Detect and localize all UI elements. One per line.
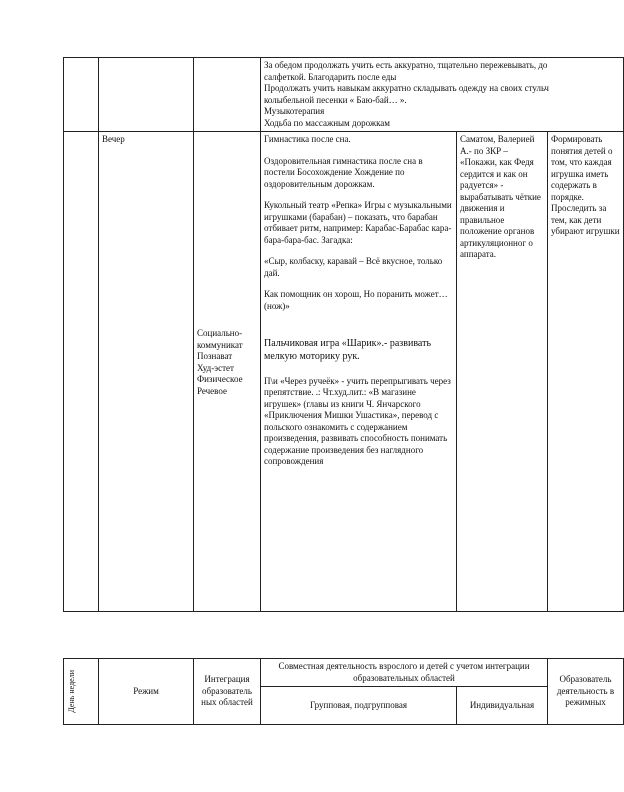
activity-paragraph: «Сыр, колбаску, каравай – Всё вкусное, только дай. [264, 256, 443, 278]
activity-paragraph: Как помощник он хорош, Но поранить может…(нож)» [264, 289, 448, 311]
activity-line: За обедом продолжать учить есть аккуратно, тщательно пережевывать, до [264, 60, 548, 70]
header-regime-label: Режим [133, 685, 159, 696]
table-row [64, 132, 624, 612]
header-individual-label: Индивидуальная [469, 699, 535, 710]
header-joint [261, 659, 548, 687]
educational-text: Формировать понятия детей о том, что каждая игрушка иметь содержать в порядке. Проследить за тем, как дети убирают игрушки [551, 134, 620, 237]
activity-line: салфеткой. Благодарить после еды [264, 71, 397, 82]
educational-activities-cell [548, 132, 624, 612]
header-integration [194, 659, 261, 725]
header-individual [457, 687, 548, 725]
area-label: Познават [197, 351, 233, 362]
header-day-label: День недели [67, 670, 76, 713]
activity-line: Музыкотерапия [264, 106, 325, 117]
table-row [64, 58, 624, 132]
plan-table-header [63, 658, 624, 725]
period-cell [99, 58, 194, 132]
header-joint-label: Совместная деятельность взрослого и детей с учетом интеграции образовательных областей [278, 661, 530, 683]
activity-line: Ходьба по массажным дорожкам [264, 117, 390, 128]
individual-text: Саматом, Валерией А.- по ЗКР – «Покажи, как Федя сердится и как он радуется» - вырабатывать чёткие движения и правильное положение органов артикуляционног о аппарата. [460, 134, 541, 260]
day-cell [64, 58, 99, 132]
header-regime [99, 659, 194, 725]
header-group-label: Групповая, подгрупповая [309, 699, 408, 710]
meal-activities-cell [261, 58, 624, 132]
activity-paragraph: П\и «Через ручеёк» - учить перепрыгивать через препятствие. .: Чт.худ.лит.: «В магазине игрушек» (главы из книги Ч. Янчарского «Приключения Мишки Ушастика», перевод с польского ознакомить с содержанием произведения, развивать способность понимать содержание произведения без наглядного сопровождения [264, 375, 451, 467]
area-label: Речевое [197, 385, 227, 396]
area-label: коммуникат [197, 339, 243, 350]
table-header-row [64, 659, 624, 687]
plan-table-top [63, 57, 624, 612]
group-activities-cell [261, 132, 457, 612]
activity-paragraph: Оздоровительная гимнастика после сна в постели Босохождение Хождение по оздоровительным дорожкам. [264, 155, 423, 189]
activity-paragraph: Кукольный театр «Репка» Игры с музыкальными игрушками (барабан) – показать, что барабан отбивает ритм, например: Карабас-Барабас кара-бара-бара-бас. Загадка: [264, 200, 452, 245]
area-label: Худ-эстет [197, 362, 234, 373]
period-label: Вечер [102, 134, 125, 145]
header-educational-label: Образователь деятельность в режимных [556, 674, 615, 708]
header-day [64, 659, 99, 725]
activity-paragraph: Гимнастика после сна. [264, 134, 351, 145]
individual-activities-cell [457, 132, 548, 612]
header-educational [548, 659, 624, 725]
areas-cell [194, 58, 261, 132]
areas-cell [194, 132, 261, 612]
header-integration-label: Интеграция образователь ных областей [201, 674, 253, 708]
period-cell [99, 132, 194, 612]
header-group [261, 687, 457, 725]
day-cell [64, 132, 99, 612]
activity-line: колыбельной песенки « Баю-бай… ». [264, 94, 407, 105]
activity-paragraph: Пальчиковая игра «Шарик».- развивать мелкую моторику рук. [264, 338, 432, 363]
activity-line: Продолжать учить навыкам аккуратно складывать одежду на своих стульч [264, 83, 549, 94]
area-label: Физическое [197, 374, 243, 385]
area-label: Социально- [197, 328, 243, 339]
